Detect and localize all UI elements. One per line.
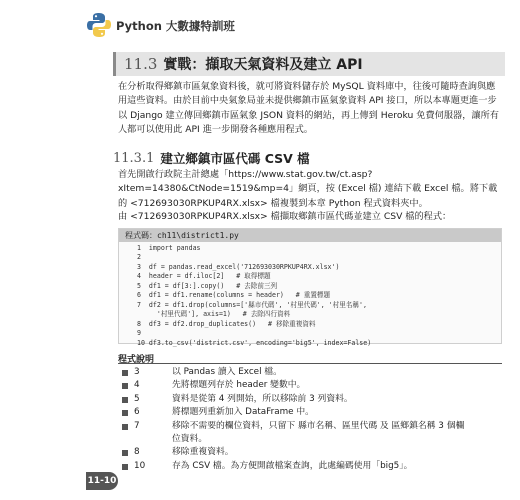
code-line: 5 df1 = df[3:].copy() # 去除前三列: [137, 281, 278, 290]
code-header: 程式碼：ch11\district1.py: [119, 229, 501, 242]
list-item: [118, 366, 502, 379]
line-explanation: 移除不需要的欄位資料，只留下 縣市名稱、區里代碼 及 區鄉鎮名稱 3 個欄位資料。: [172, 420, 465, 445]
code-line: 7 df2 = df1.drop(columns=['縣市代碼', '村里代碼', '村里名稱',: [137, 300, 367, 309]
line-number: 8: [134, 447, 140, 458]
subsection-number: 11.3.1: [113, 150, 155, 166]
explanation-title: 程式說明: [118, 355, 155, 365]
line-explanation: 存為 CSV 檔。為方便開啟檔案查詢，此處編碼使用「big5」。: [172, 460, 413, 471]
list-item: [118, 393, 502, 406]
list-item: [118, 406, 502, 419]
book-title: Python 大數據特訓班: [116, 19, 235, 33]
section-banner: [113, 52, 505, 76]
bullet-square-icon: [122, 464, 128, 470]
python-logo-icon: [86, 12, 112, 38]
line-number: 3: [134, 367, 140, 377]
code-intro: 由 <712693030RPKUP4RX.xlsx> 檔擷取鄉鎮市區代碼並建立 CSV 檔的程式：: [118, 211, 452, 222]
explanation-list: [118, 366, 502, 473]
section-number: 11.3: [124, 55, 158, 73]
page-number: 11-10: [86, 472, 118, 490]
code-line: 6 df1 = df1.rename(columns = header) # 重置標題: [137, 291, 331, 300]
bullet-square-icon: [122, 450, 128, 456]
bullet-square-icon: [122, 383, 128, 389]
code-line: 3 df = pandas.read_excel('712693030RPKUP4RX.xlsx'): [137, 262, 340, 271]
line-explanation: 移除重複資料。: [172, 447, 234, 458]
code-line: '村里代碼'], axis=1) # 去除四行資料: [137, 310, 291, 319]
bullet-square-icon: [122, 397, 128, 403]
bullet-square-icon: [122, 370, 128, 376]
code-line: 10 df3.to_csv('district.csv', encoding='big5', index=False): [137, 338, 372, 347]
line-number: 7: [134, 420, 140, 431]
intro-paragraph: 在分析取得鄉鎮市區氣象資料後，就可將資料儲存於 MySQL 資料庫中，往後可隨時查詢與應用這些資料。由於目前中央氣象局並未提供鄉鎮市區氣象資料 API 接口，所以本專題更進一步以 Django 建立傳回鄉鎮市區氣象 JSON 資料的網站，再上傳到 Heroku 免費伺服器，讓所有人都可以使用此 API 進一步開發各種應用程式。: [118, 81, 499, 136]
line-number: 6: [134, 407, 140, 418]
line-explanation: 以 Pandas 讀入 Excel 檔。: [172, 367, 282, 377]
line-number: 10: [134, 460, 146, 471]
download-instructions: 首先開啟行政院主計總處「https://www.stat.gov.tw/ct.asp?xItem=14380&CtNode=1519&mp=4」網頁，按 (Excel 檔) 連結下載 Excel 檔。將下載的 <712693030RPKUP4RX.xlsx> 檔複製到本章 Python 程式資料夾中。: [118, 169, 498, 209]
line-number: 4: [134, 380, 140, 391]
code-line: 4 header = df.iloc[2] # 取得標題: [137, 272, 271, 281]
page-header: [86, 14, 496, 36]
bullet-square-icon: [122, 410, 128, 416]
code-line: 1 import pandas: [137, 244, 201, 252]
line-explanation: 將標題列重新加入 DataFrame 中。: [172, 407, 314, 418]
line-explanation: 先將標題列存於 header 變數中。: [172, 380, 306, 391]
code-line: 8 df3 = df2.drop_duplicates() # 移除重複資料: [137, 319, 316, 328]
list-item: [118, 379, 502, 392]
explanation-divider: [118, 363, 502, 364]
list-item: [118, 420, 502, 447]
subsection-heading: [113, 148, 505, 168]
line-number: 5: [134, 393, 140, 404]
bullet-square-icon: [122, 424, 128, 430]
section-title: 實戰：擷取天氣資料及建立 API: [163, 57, 363, 73]
list-item: [118, 446, 502, 459]
subsection-title: 建立鄉鎮市區代碼 CSV 檔: [160, 151, 310, 166]
line-explanation: 資料是從第 4 列開始，所以移除前 3 列資料。: [172, 393, 353, 404]
code-line: 2: [137, 253, 141, 262]
code-line: 9: [137, 329, 141, 338]
code-listing: [118, 228, 502, 347]
list-item: [118, 460, 502, 473]
code-body: [119, 242, 501, 348]
